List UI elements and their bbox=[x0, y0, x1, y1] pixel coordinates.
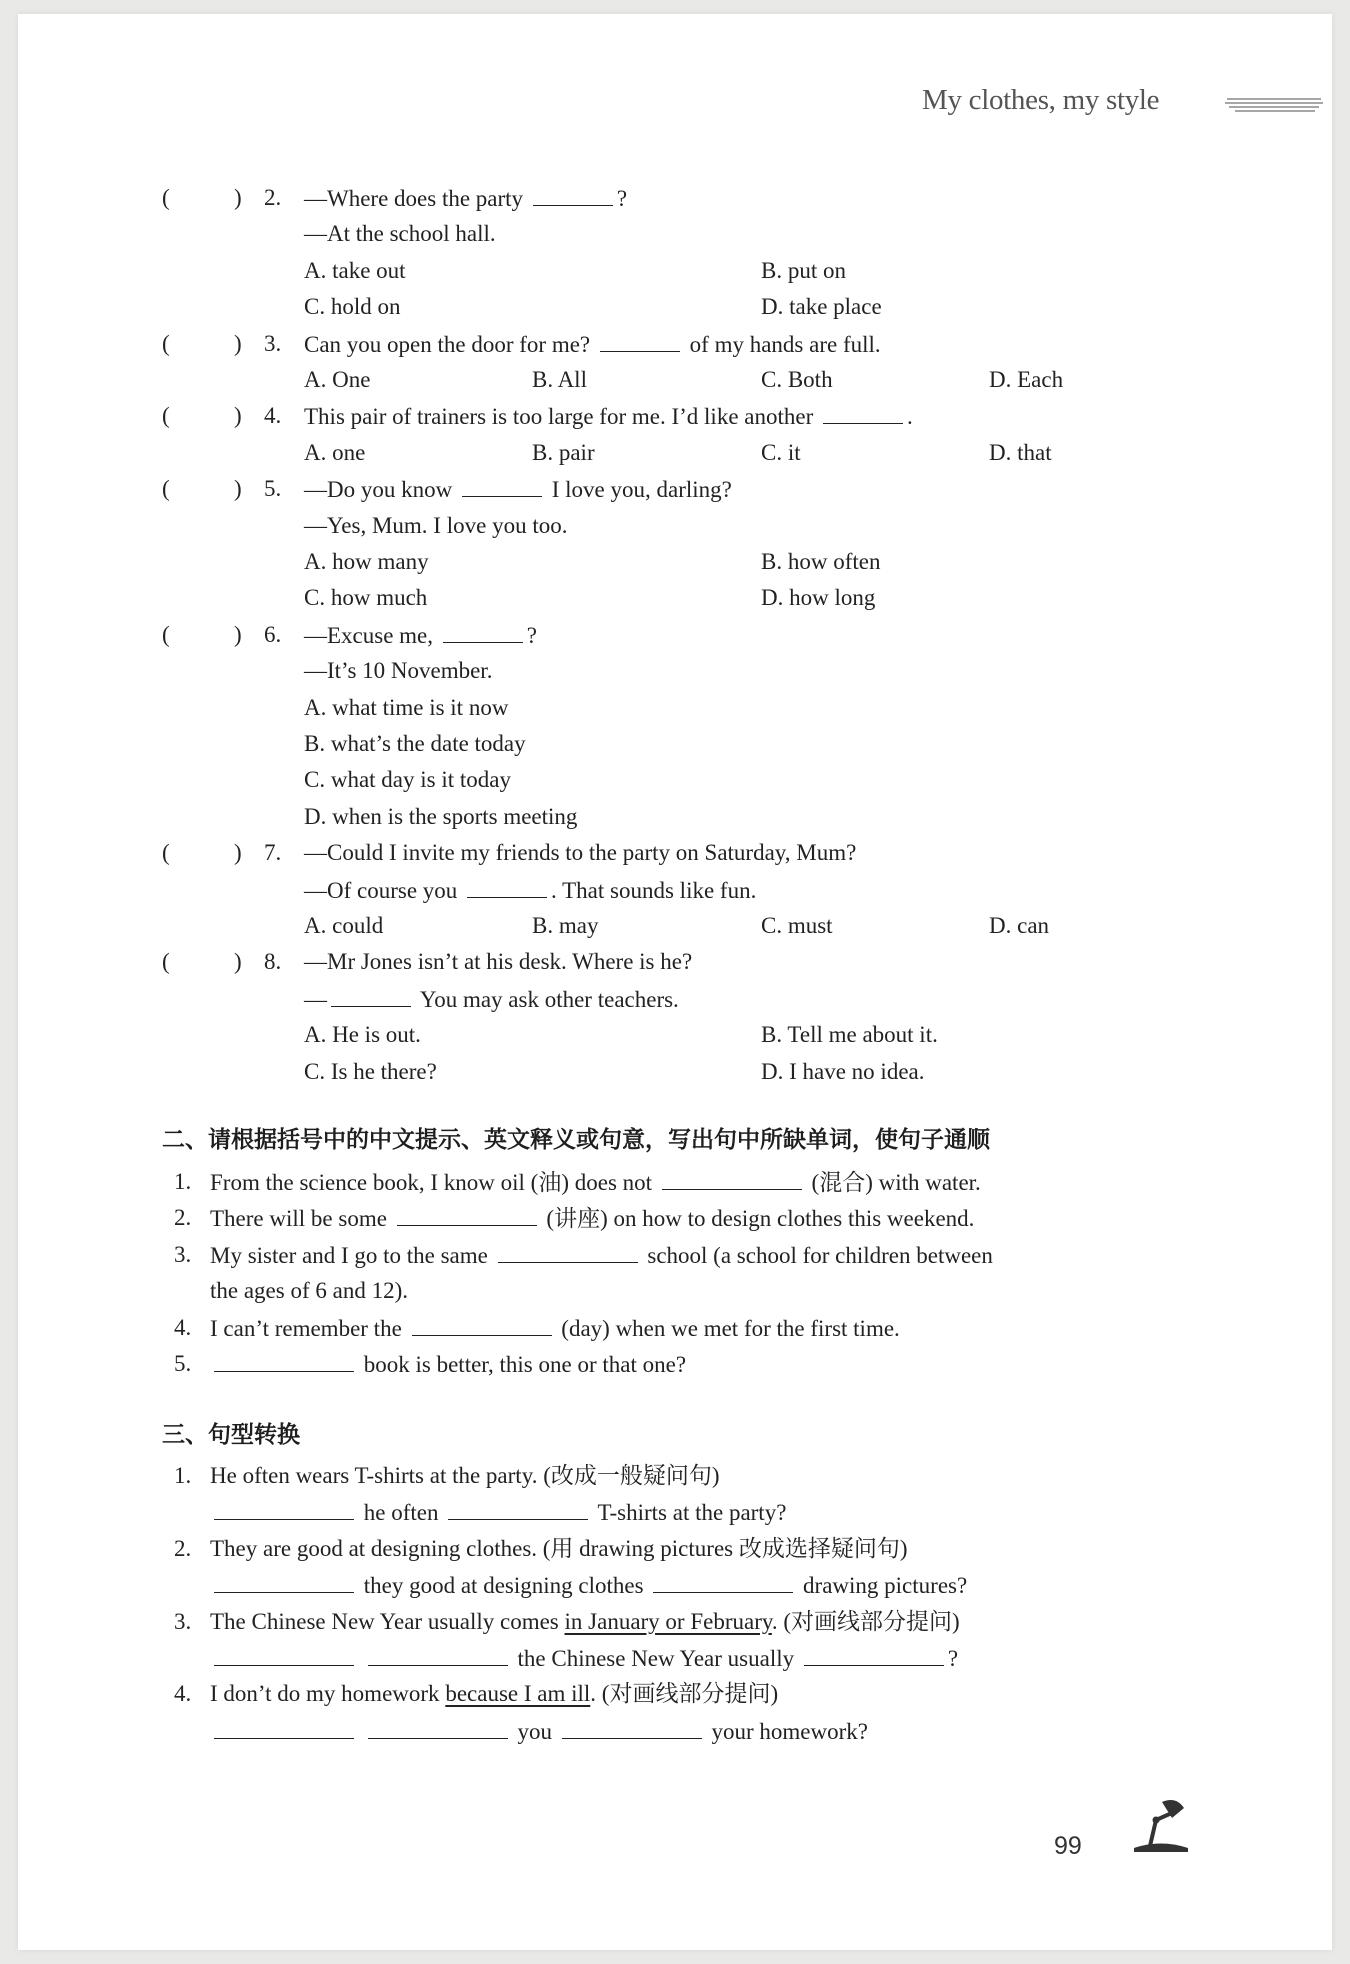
item-number: 1. bbox=[174, 1169, 192, 1194]
answer-blank[interactable] bbox=[562, 1716, 702, 1739]
question-stem bbox=[304, 656, 492, 686]
option[interactable]: D. that bbox=[989, 439, 1052, 465]
question-stem bbox=[304, 183, 627, 214]
header-decoration bbox=[1225, 96, 1325, 116]
option[interactable]: B. put on bbox=[761, 257, 846, 283]
option[interactable]: C. Is he there? bbox=[304, 1058, 437, 1084]
question-stem bbox=[304, 947, 692, 977]
text-run: This pair of trainers is too large for me. I’d like another bbox=[304, 404, 819, 430]
question-number: 5. bbox=[264, 476, 282, 502]
question-number: 3. bbox=[264, 330, 282, 356]
option[interactable]: B. what’s the date today bbox=[304, 731, 526, 756]
text-run: — bbox=[304, 986, 327, 1012]
option[interactable]: A. what time is it now bbox=[304, 694, 509, 720]
answer-paren-open[interactable]: ( bbox=[162, 403, 170, 429]
option[interactable]: C. how much bbox=[304, 585, 428, 611]
text-run: book is better, this one or that one? bbox=[358, 1352, 687, 1377]
option[interactable]: B. Tell me about it. bbox=[761, 1022, 938, 1048]
answer-paren-close: ) bbox=[234, 949, 242, 975]
question-number: 2. bbox=[264, 185, 282, 210]
option[interactable]: A. One bbox=[304, 367, 371, 392]
answer-blank[interactable] bbox=[804, 1643, 944, 1666]
question-number: 6. bbox=[264, 621, 282, 647]
text-run: drawing pictures? bbox=[797, 1573, 968, 1599]
text-run: the ages of 6 and 12). bbox=[210, 1278, 408, 1304]
answer-blank[interactable] bbox=[462, 474, 542, 497]
item-text bbox=[210, 1497, 786, 1528]
answer-blank[interactable] bbox=[331, 984, 411, 1007]
question-number: 4. bbox=[264, 403, 282, 429]
text-run: —Excuse me, bbox=[304, 622, 439, 648]
text-run: the Chinese New Year usually bbox=[511, 1646, 800, 1671]
answer-paren-open[interactable]: ( bbox=[162, 330, 170, 356]
item-number: 3. bbox=[174, 1608, 192, 1634]
text-run: —Could I invite my friends to the party on Saturday, Mum? bbox=[304, 840, 857, 866]
answer-paren-close: ) bbox=[234, 840, 242, 866]
answer-paren-open[interactable]: ( bbox=[162, 621, 170, 647]
text-run: they good at designing clothes bbox=[358, 1573, 650, 1599]
text-run: I love you, darling? bbox=[545, 477, 732, 503]
option[interactable]: B. All bbox=[532, 367, 587, 392]
page-number: 99 bbox=[1054, 1832, 1082, 1860]
item-text bbox=[210, 1679, 778, 1709]
answer-blank[interactable] bbox=[214, 1349, 354, 1372]
item-text bbox=[210, 1167, 981, 1198]
answer-blank[interactable] bbox=[448, 1497, 588, 1520]
text-run bbox=[358, 1719, 364, 1744]
text-run: . bbox=[907, 404, 913, 430]
answer-blank[interactable] bbox=[368, 1716, 508, 1739]
item-text bbox=[210, 1240, 993, 1271]
item-number: 4. bbox=[174, 1681, 192, 1707]
text-run: your homework? bbox=[705, 1718, 868, 1744]
option[interactable]: C. what day is it today bbox=[304, 767, 511, 793]
question-stem bbox=[304, 401, 913, 432]
option[interactable]: D. when is the sports meeting bbox=[304, 803, 578, 829]
text-run: ? bbox=[616, 186, 628, 211]
question-stem bbox=[304, 329, 881, 360]
text-run: school (a school for children between bbox=[641, 1242, 993, 1268]
question-number: 7. bbox=[264, 840, 282, 866]
text-run: . (对画线部分提问) bbox=[590, 1681, 779, 1707]
option[interactable]: A. take out bbox=[304, 257, 406, 283]
item-number: 4. bbox=[174, 1314, 192, 1340]
item-text bbox=[210, 1716, 868, 1747]
answer-blank[interactable] bbox=[533, 183, 613, 206]
text-run: I don’t do my homework bbox=[210, 1681, 446, 1707]
answer-paren-close: ) bbox=[234, 185, 242, 210]
option[interactable]: D. take place bbox=[761, 294, 882, 320]
text-run: He often wears T-shirts at the party. (改成一般疑问句) bbox=[210, 1463, 720, 1488]
text-run: T-shirts at the party? bbox=[592, 1500, 787, 1526]
text-run: (day) when we met for the first time. bbox=[555, 1315, 900, 1341]
text-run: —It’s 10 November. bbox=[304, 658, 493, 684]
answer-blank[interactable] bbox=[600, 329, 680, 352]
answer-blank[interactable] bbox=[397, 1203, 537, 1226]
text-run: From the science book, I know oil (油) does not bbox=[210, 1170, 658, 1195]
option[interactable]: A. could bbox=[304, 913, 384, 938]
text-run: They are good at designing clothes. (用 drawing pictures 改成选择疑问句) bbox=[210, 1535, 908, 1561]
underlined-phrase: in January or February bbox=[564, 1608, 772, 1634]
item-number: 2. bbox=[174, 1205, 192, 1231]
option[interactable]: B. how often bbox=[761, 549, 881, 574]
answer-paren-open[interactable]: ( bbox=[162, 476, 170, 502]
option[interactable]: B. may bbox=[532, 913, 599, 938]
question-stem bbox=[304, 984, 679, 1015]
text-run: Can you open the door for me? bbox=[304, 331, 596, 357]
answer-paren-open[interactable]: ( bbox=[162, 185, 170, 210]
text-run: ? bbox=[947, 1646, 959, 1671]
item-text bbox=[210, 1570, 967, 1601]
text-run: —Do you know bbox=[304, 477, 458, 503]
answer-blank[interactable] bbox=[214, 1716, 354, 1739]
answer-paren-open[interactable]: ( bbox=[162, 840, 170, 866]
answer-paren-open[interactable]: ( bbox=[162, 949, 170, 975]
answer-blank[interactable] bbox=[662, 1167, 802, 1190]
question-stem bbox=[304, 620, 537, 651]
answer-blank[interactable] bbox=[412, 1313, 552, 1336]
answer-blank[interactable] bbox=[214, 1570, 354, 1593]
text-run bbox=[358, 1646, 364, 1671]
item-number: 5. bbox=[174, 1351, 192, 1376]
desk-lamp-icon bbox=[1130, 1798, 1192, 1854]
option[interactable]: D. Each bbox=[989, 367, 1064, 392]
question-stem bbox=[304, 838, 856, 868]
item-text bbox=[210, 1461, 720, 1491]
question-stem bbox=[304, 219, 496, 249]
option[interactable]: C. Both bbox=[761, 367, 833, 392]
answer-paren-close: ) bbox=[234, 403, 242, 429]
option[interactable]: A. He is out. bbox=[304, 1022, 421, 1048]
text-run: There will be some bbox=[210, 1206, 393, 1232]
option[interactable]: D. how long bbox=[761, 585, 876, 611]
text-run: The Chinese New Year usually comes bbox=[210, 1608, 565, 1634]
item-number: 2. bbox=[174, 1535, 192, 1561]
item-number: 3. bbox=[174, 1241, 192, 1267]
question-stem bbox=[304, 474, 732, 505]
text-run: —At the school hall. bbox=[304, 221, 496, 247]
option[interactable]: A. how many bbox=[304, 549, 429, 574]
item-text bbox=[210, 1313, 900, 1344]
text-run: —Mr Jones isn’t at his desk. Where is he? bbox=[304, 949, 693, 975]
text-run: (混合) with water. bbox=[805, 1170, 981, 1195]
item-text bbox=[210, 1203, 974, 1234]
text-run: —Where does the party bbox=[304, 186, 529, 211]
question-stem bbox=[304, 511, 567, 541]
answer-paren-close: ) bbox=[234, 330, 242, 356]
item-text bbox=[210, 1276, 408, 1306]
answer-blank[interactable] bbox=[368, 1643, 508, 1666]
answer-blank[interactable] bbox=[823, 401, 903, 424]
answer-blank[interactable] bbox=[214, 1497, 354, 1520]
answer-blank[interactable] bbox=[214, 1643, 354, 1666]
text-run: —Yes, Mum. I love you too. bbox=[304, 512, 568, 538]
text-run: . That sounds like fun. bbox=[551, 877, 757, 903]
answer-blank[interactable] bbox=[498, 1240, 638, 1263]
text-run: . (对画线部分提问) bbox=[771, 1608, 960, 1634]
underlined-phrase: because I am ill bbox=[445, 1681, 591, 1707]
question-number: 8. bbox=[264, 949, 282, 975]
option[interactable]: B. pair bbox=[532, 439, 595, 465]
page-header-title: My clothes, my style bbox=[922, 84, 1160, 116]
option[interactable]: C. hold on bbox=[304, 294, 401, 320]
option[interactable]: D. I have no idea. bbox=[761, 1058, 925, 1084]
text-run: of my hands are full. bbox=[683, 331, 881, 357]
answer-paren-close: ) bbox=[234, 476, 242, 502]
option[interactable]: D. can bbox=[989, 913, 1050, 938]
text-run: My sister and I go to the same bbox=[210, 1242, 494, 1268]
answer-paren-close: ) bbox=[234, 621, 242, 647]
item-text bbox=[210, 1534, 908, 1564]
answer-blank[interactable] bbox=[443, 620, 523, 643]
section-title: 二、请根据括号中的中文提示、英文释义或句意，写出句中所缺单词，使句子通顺 bbox=[162, 1127, 990, 1153]
item-number: 1. bbox=[174, 1463, 192, 1488]
question-stem bbox=[304, 875, 756, 906]
option[interactable]: C. must bbox=[761, 913, 833, 938]
option[interactable]: C. it bbox=[761, 439, 801, 465]
item-text bbox=[210, 1607, 960, 1637]
section-title: 三、句型转换 bbox=[162, 1422, 300, 1448]
item-text bbox=[210, 1643, 958, 1674]
text-run: ? bbox=[526, 622, 537, 648]
text-run: (讲座) on how to design clothes this weekend. bbox=[540, 1206, 975, 1232]
answer-blank[interactable] bbox=[653, 1570, 793, 1593]
text-run: I can’t remember the bbox=[210, 1315, 408, 1341]
text-run: he often bbox=[358, 1500, 445, 1526]
text-run: you bbox=[511, 1718, 558, 1744]
text-run: —Of course you bbox=[304, 877, 464, 903]
answer-blank[interactable] bbox=[467, 875, 547, 898]
item-text bbox=[210, 1349, 686, 1380]
text-run: You may ask other teachers. bbox=[415, 986, 679, 1012]
option[interactable]: A. one bbox=[304, 439, 366, 465]
